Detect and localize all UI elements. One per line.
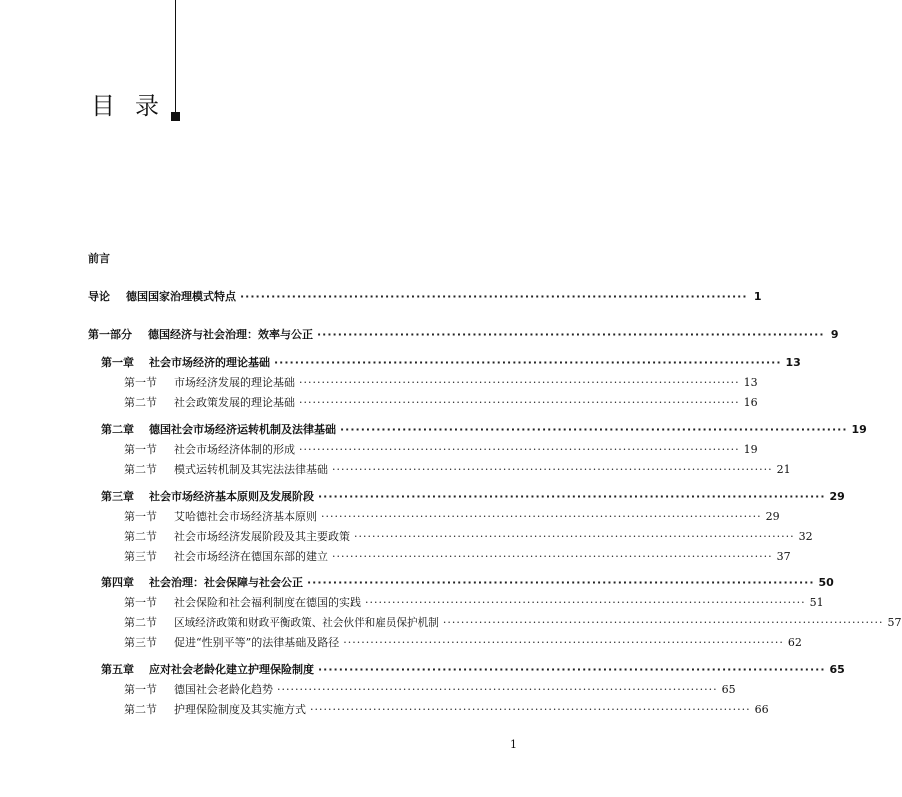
toc-entry-number: 第一节 bbox=[124, 376, 157, 389]
toc-entry-number: 第三节 bbox=[124, 636, 157, 649]
page-number: 1 bbox=[510, 738, 517, 751]
toc-entry-page: 1 bbox=[753, 290, 762, 303]
toc-leader: ·································································································· bbox=[343, 636, 784, 649]
toc-entry-page: 29 bbox=[829, 490, 845, 503]
toc-leader: ·································································································· bbox=[274, 356, 782, 369]
toc-leader: ·································································································· bbox=[317, 328, 825, 341]
toc-entry-number: 第二节 bbox=[124, 703, 157, 716]
toc-entry-chapter[interactable] bbox=[101, 490, 845, 504]
toc-entry-title: 社会市场经济的理论基础 bbox=[149, 356, 270, 369]
toc-entry-section[interactable] bbox=[124, 550, 791, 564]
toc-entry-title: 社会政策发展的理论基础 bbox=[174, 396, 295, 409]
toc-entry-title: 模式运转机制及其宪法法律基础 bbox=[174, 463, 328, 476]
toc-entry-chapter[interactable] bbox=[101, 423, 867, 437]
toc-entry-chapter[interactable] bbox=[101, 356, 801, 370]
toc-entry-title: 德国社会老龄化趋势 bbox=[174, 683, 273, 696]
toc-entry-page: 32 bbox=[798, 530, 813, 543]
toc-entry-part-one[interactable] bbox=[88, 328, 839, 342]
toc-leader: ·································································································· bbox=[277, 683, 718, 696]
toc-leader: ·································································································· bbox=[332, 550, 773, 563]
toc-entry-page: 65 bbox=[829, 663, 845, 676]
toc-entry-number: 第三章 bbox=[101, 490, 134, 503]
toc-leader: ·································································································· bbox=[340, 423, 848, 436]
toc-entry-section[interactable] bbox=[124, 510, 780, 524]
toc-entry-intro[interactable] bbox=[88, 290, 762, 304]
toc-leader: ·································································································· bbox=[318, 490, 826, 503]
toc-entry-title: 德国社会市场经济运转机制及法律基础 bbox=[149, 423, 336, 436]
toc-entry-title: 社会市场经济发展阶段及其主要政策 bbox=[174, 530, 350, 543]
toc-entry-title: 社会市场经济在德国东部的建立 bbox=[174, 550, 328, 563]
toc-entry-number: 第一节 bbox=[124, 683, 157, 696]
toc-entry-page: 57 bbox=[887, 616, 902, 629]
toc-entry-chapter[interactable] bbox=[101, 663, 845, 677]
toc-entry-section[interactable] bbox=[124, 596, 824, 610]
toc-entry-title: 艾哈德社会市场经济基本原则 bbox=[174, 510, 317, 523]
toc-leader: ·································································································· bbox=[299, 443, 740, 456]
toc-entry-title: 社会保险和社会福利制度在德国的实践 bbox=[174, 596, 361, 609]
toc-entry-title: 市场经济发展的理论基础 bbox=[174, 376, 295, 389]
toc-entry-page: 37 bbox=[776, 550, 791, 563]
toc-leader: ·································································································· bbox=[442, 616, 884, 629]
toc-leader: ·································································································· bbox=[307, 576, 815, 589]
toc-entry-number: 第三节 bbox=[124, 550, 157, 563]
toc-leader: ·································································································· bbox=[240, 290, 748, 303]
toc-entry-title: 社会治理：社会保障与社会公正 bbox=[149, 576, 303, 589]
toc-entry-title: 区域经济政策和财政平衡政策、社会伙伴和雇员保护机制 bbox=[174, 617, 439, 629]
toc-entry-title: 应对社会老龄化建立护理保险制度 bbox=[149, 663, 314, 676]
toc-entry-title: 促进“性别平等”的法律基础及路径 bbox=[174, 636, 340, 649]
toc-entry-number: 第一节 bbox=[124, 510, 157, 523]
toc-entry-page: 51 bbox=[809, 596, 824, 609]
toc-entry-page: 19 bbox=[743, 443, 758, 456]
toc-entry-number: 第二节 bbox=[124, 463, 157, 476]
toc-entry-page: 66 bbox=[754, 703, 769, 716]
toc-entry-number: 导论 bbox=[88, 290, 110, 303]
toc-entry-section[interactable] bbox=[124, 376, 758, 390]
toc-leader: ·································································································· bbox=[332, 463, 773, 476]
toc-entry-number: 第二节 bbox=[124, 616, 157, 629]
toc-entry-title: 社会市场经济基本原则及发展阶段 bbox=[149, 490, 314, 503]
toc-entry-number: 第一节 bbox=[124, 443, 157, 456]
toc-entry-page: 16 bbox=[743, 396, 758, 409]
toc-entry-page: 50 bbox=[818, 576, 834, 589]
toc-leader: ·································································································· bbox=[318, 663, 826, 676]
toc-entry-title: 德国国家治理模式特点 bbox=[126, 290, 236, 303]
toc-leader: ·································································································· bbox=[365, 596, 806, 609]
toc-entry-page: 21 bbox=[776, 463, 791, 476]
toc-entry-title: 护理保险制度及其实施方式 bbox=[174, 703, 306, 716]
toc-entry-number: 第二节 bbox=[124, 530, 157, 543]
toc-leader: ·································································································· bbox=[299, 376, 740, 389]
toc-entry-page: 65 bbox=[721, 683, 736, 696]
toc-entry-section[interactable] bbox=[124, 443, 758, 457]
toc-entry-number: 第二章 bbox=[101, 423, 134, 436]
toc-entry-page: 13 bbox=[785, 356, 801, 369]
toc-entry-chapter[interactable] bbox=[101, 576, 834, 590]
toc-entry-section[interactable] bbox=[124, 703, 769, 717]
toc-entry-number: 第一部分 bbox=[88, 328, 132, 341]
toc-entry-section[interactable] bbox=[124, 530, 813, 544]
toc-entry-number: 第四章 bbox=[101, 576, 134, 589]
toc-entry-section[interactable] bbox=[124, 396, 758, 410]
toc-entry-title: 德国经济与社会治理：效率与公正 bbox=[148, 328, 313, 341]
toc-entry-section[interactable] bbox=[124, 683, 736, 697]
toc-entry-number: 第一节 bbox=[124, 596, 157, 609]
page-title: 目录 bbox=[91, 92, 179, 120]
toc-entry-page: 29 bbox=[765, 510, 780, 523]
toc-entry-page: 9 bbox=[830, 328, 839, 341]
toc-entry-page: 13 bbox=[743, 376, 758, 389]
toc-entry-number: 第二节 bbox=[124, 396, 157, 409]
toc-entry-section[interactable] bbox=[124, 616, 902, 630]
toc-entry-page: 19 bbox=[851, 423, 867, 436]
toc-leader: ·································································································· bbox=[321, 510, 762, 523]
preface-heading: 前言 bbox=[88, 252, 110, 265]
toc-entry-number: 第五章 bbox=[101, 663, 134, 676]
toc-entry-title: 社会市场经济体制的形成 bbox=[174, 443, 295, 456]
toc-entry-section[interactable] bbox=[124, 636, 802, 650]
toc-leader: ·································································································· bbox=[299, 396, 740, 409]
toc-entry-number: 第一章 bbox=[101, 356, 134, 369]
toc-entry-section[interactable] bbox=[124, 463, 791, 477]
toc-leader: ·································································································· bbox=[310, 703, 751, 716]
toc-leader: ·································································································· bbox=[354, 530, 795, 543]
toc-entry-page: 62 bbox=[787, 636, 802, 649]
